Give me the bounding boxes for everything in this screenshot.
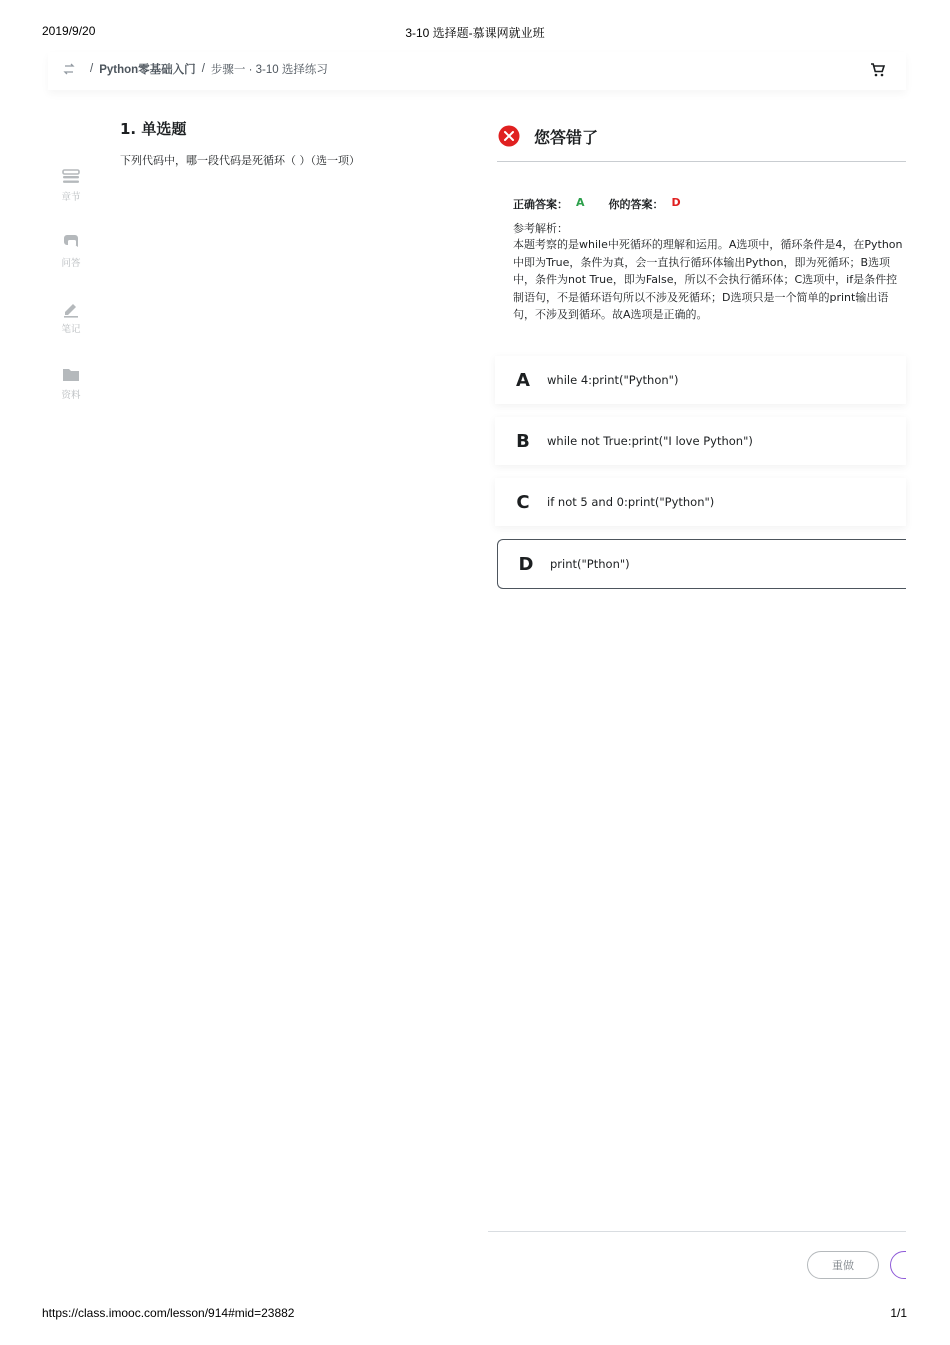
- chapter-icon: [62, 168, 80, 186]
- option-c[interactable]: [495, 478, 906, 526]
- breadcrumb-lesson: 步骤一 · 3-10 选择练习: [210, 64, 328, 76]
- next-button[interactable]: [890, 1251, 906, 1281]
- sidebar-item-label: 问答: [61, 258, 81, 269]
- divider: [497, 161, 906, 162]
- cart-icon[interactable]: [870, 62, 886, 78]
- your-answer-label: 你的答案：: [608, 198, 664, 211]
- switch-icon[interactable]: [62, 62, 76, 76]
- sidebar-item-notes[interactable]: [48, 300, 94, 358]
- breadcrumb: [62, 61, 328, 77]
- option-text: while not True:print("I love Python"): [547, 434, 753, 448]
- result-title: 您答错了: [534, 127, 599, 147]
- print-url: https://class.imooc.com/lesson/914#mid=23882: [42, 1306, 295, 1320]
- sidebar-item-qa[interactable]: [48, 234, 94, 292]
- sidebar-item-label: 资料: [61, 390, 81, 401]
- option-a[interactable]: [495, 356, 906, 404]
- print-page-number: 1/1: [890, 1306, 907, 1320]
- wrong-answer-icon: [498, 125, 520, 147]
- option-letter: A: [516, 369, 530, 391]
- print-title: 3-10 选择题-慕课网就业班: [405, 26, 545, 40]
- option-b[interactable]: [495, 417, 906, 465]
- sidebar-item-label: 章节: [61, 192, 81, 203]
- lesson-header: [48, 52, 906, 90]
- breadcrumb-separator: /: [90, 63, 94, 75]
- result-header: [497, 122, 906, 150]
- breadcrumb-course-link[interactable]: Python零基础入门: [99, 64, 196, 76]
- correct-answer-label: 正确答案：: [513, 198, 568, 211]
- option-letter: D: [518, 553, 534, 575]
- your-answer-value: D: [671, 196, 681, 209]
- sidebar: [48, 160, 94, 424]
- option-text: while 4:print("Python"): [547, 373, 679, 387]
- analysis-text: 本题考察的是while中死循环的理解和运用。A选项中，循环条件是4，在Python中即为True，条件为真，会一直执行循环体输出Python，即为死循环；B选项中，条件为not True，即为False，所以不会执行循环体；C选项中，if是条件控制语句，不是循环语句所以不涉及死循环；D选项只是一个简单的print输出语句，不涉及到循环。故A选项是正确的。: [513, 238, 903, 322]
- question-title: 1. 单选题: [120, 120, 187, 138]
- print-date: 2019/9/20: [42, 24, 96, 38]
- sidebar-item-materials[interactable]: [48, 366, 94, 424]
- redo-button[interactable]: 重做: [807, 1251, 879, 1279]
- answer-summary: [513, 196, 681, 212]
- note-icon: [62, 300, 80, 318]
- folder-icon: [62, 366, 80, 384]
- question-text: 下列代码中，哪一段代码是死循环（ ）（选一项）: [120, 154, 360, 167]
- option-letter: C: [516, 491, 530, 513]
- footer-divider: [488, 1231, 906, 1232]
- result-panel: [497, 122, 906, 150]
- correct-answer-value: A: [576, 196, 585, 209]
- option-text: if not 5 and 0:print("Python"): [547, 495, 715, 509]
- option-text: print("Pthon"): [550, 557, 630, 571]
- sidebar-item-chapter[interactable]: [48, 168, 94, 226]
- sidebar-item-label: 笔记: [61, 324, 81, 335]
- option-letter: B: [516, 430, 530, 452]
- option-d-selected[interactable]: [497, 539, 906, 589]
- breadcrumb-separator: /: [201, 63, 205, 75]
- analysis-label: 参考解析：: [513, 222, 568, 235]
- qa-icon: [62, 234, 80, 252]
